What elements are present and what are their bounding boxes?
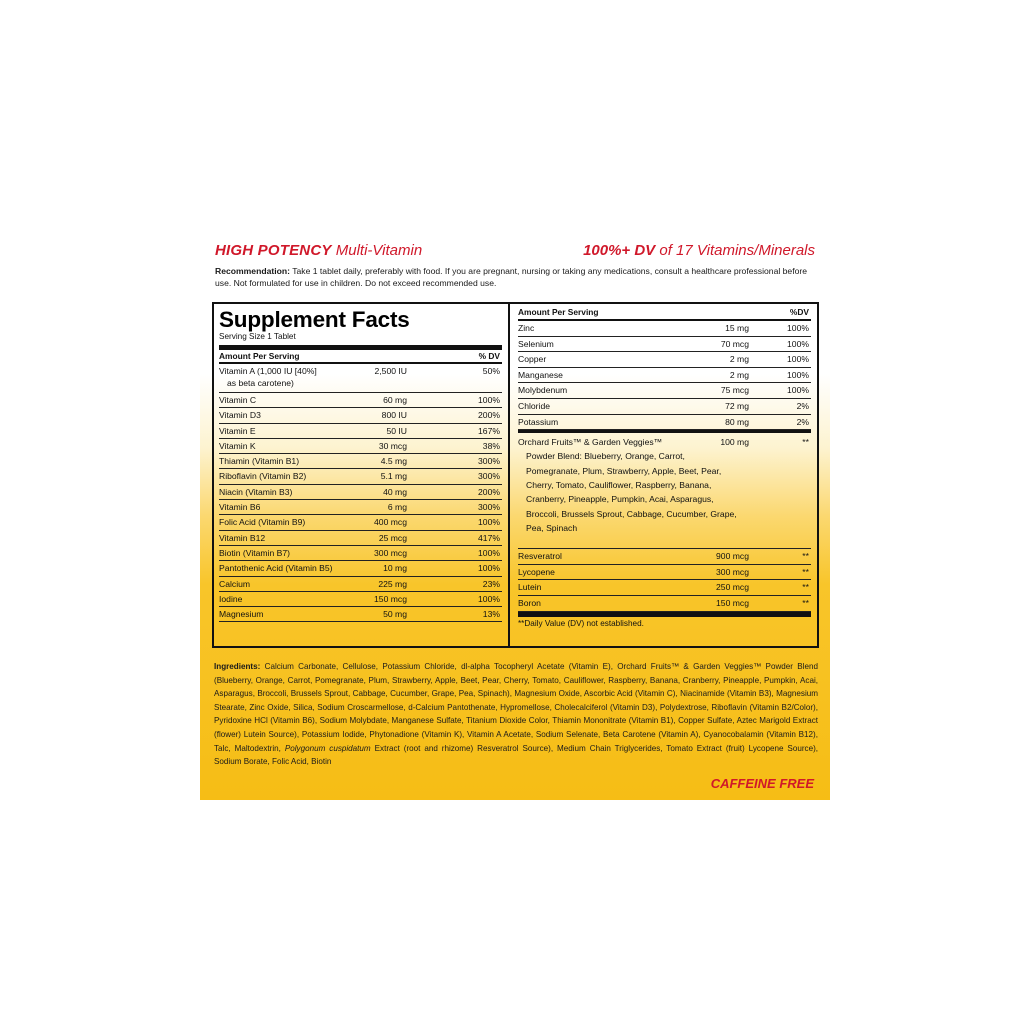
nutrient-dv: 300% bbox=[478, 502, 500, 513]
extra-nutrient-list bbox=[518, 549, 811, 611]
nutrient-row bbox=[219, 424, 502, 439]
mineral-dv: 2% bbox=[796, 400, 809, 411]
left-nutrient-list bbox=[219, 364, 502, 622]
nutrient-dv: 100% bbox=[478, 547, 500, 558]
recommendation-text bbox=[215, 266, 815, 289]
nutrient-amount: 400 mcg bbox=[374, 517, 407, 528]
nutrient-amount: 300 mcg bbox=[374, 547, 407, 558]
nutrient-dv: 200% bbox=[478, 486, 500, 497]
supplement-label-panel bbox=[200, 232, 830, 800]
nutrient-row bbox=[219, 561, 502, 576]
extra-nutrient-dv: ** bbox=[802, 582, 809, 593]
mineral-list bbox=[518, 321, 811, 430]
extra-nutrient-row bbox=[518, 565, 811, 581]
mineral-name: Potassium bbox=[518, 416, 559, 427]
potency-heading-rest: Multi-Vitamin bbox=[335, 242, 423, 259]
headline bbox=[215, 242, 815, 262]
powder-blend-row bbox=[518, 430, 811, 549]
nutrient-name: Niacin (Vitamin B3) bbox=[219, 486, 293, 497]
facts-left-column bbox=[214, 304, 510, 646]
mineral-row bbox=[518, 368, 811, 384]
nutrient-dv: 300% bbox=[478, 456, 500, 467]
nutrient-name: Vitamin C bbox=[219, 395, 257, 405]
nutrient-name: Riboflavin (Vitamin B2) bbox=[219, 471, 307, 482]
mineral-name: Molybdenum bbox=[518, 385, 568, 396]
extra-nutrient-amount: 150 mcg bbox=[716, 597, 749, 608]
extra-nutrient-row bbox=[518, 580, 811, 596]
nutrient-amount: 225 mg bbox=[378, 578, 407, 589]
facts-title: Supplement Facts bbox=[219, 307, 410, 332]
mineral-row bbox=[518, 383, 811, 399]
mineral-amount: 70 mcg bbox=[720, 338, 749, 349]
nutrient-dv: 300% bbox=[478, 471, 500, 482]
nutrient-name: Biotin (Vitamin B7) bbox=[219, 547, 291, 558]
ingredients-text bbox=[214, 660, 818, 769]
extra-nutrient-dv: ** bbox=[802, 566, 809, 577]
extra-nutrient-name: Lycopene bbox=[518, 566, 555, 577]
nutrient-row bbox=[219, 577, 502, 592]
mineral-amount: 75 mcg bbox=[720, 385, 749, 396]
nutrient-dv: 167% bbox=[478, 425, 500, 436]
blend-description: Powder Blend: Blueberry, Orange, Carrot, Pomegranate, Plum, Strawberry, Apple, Beet, Pear, Cherry, Tomato, Cauliflower, Raspberry, Banana, Cranberry, Pineapple, Pumpkin, Acai, Asparagus, Broccoli, Brussels Sprout, Cabbage, Cucumber, Grape, Pea, Spinach bbox=[526, 451, 737, 534]
blend-dv: ** bbox=[802, 437, 809, 448]
nutrient-dv: 200% bbox=[478, 410, 500, 421]
dv-claim-bold: 100%+ DV bbox=[583, 242, 656, 259]
nutrient-amount: 5.1 mg bbox=[380, 471, 407, 482]
nutrient-name: Iodine bbox=[219, 593, 243, 604]
mineral-dv: 100% bbox=[787, 369, 809, 380]
mineral-row bbox=[518, 415, 811, 431]
extra-nutrient-name: Resveratrol bbox=[518, 551, 562, 562]
serving-size: Serving Size 1 Tablet bbox=[219, 331, 502, 350]
extra-nutrient-name: Boron bbox=[518, 597, 541, 608]
mineral-dv: 100% bbox=[787, 338, 809, 349]
extra-nutrient-row bbox=[518, 549, 811, 565]
left-column-header bbox=[219, 350, 502, 364]
nutrient-row bbox=[219, 454, 502, 469]
nutrient-dv: 100% bbox=[478, 517, 500, 528]
nutrient-row bbox=[219, 531, 502, 546]
nutrient-amount: 25 mcg bbox=[378, 532, 407, 543]
nutrient-row bbox=[219, 515, 502, 530]
mineral-amount: 80 mg bbox=[725, 416, 749, 427]
nutrient-amount: 50 IU bbox=[386, 425, 407, 436]
nutrient-row bbox=[219, 393, 502, 408]
nutrient-name: Vitamin B12 bbox=[219, 532, 266, 543]
nutrient-name: Pantothenic Acid (Vitamin B5) bbox=[219, 563, 333, 574]
mineral-name: Manganese bbox=[518, 369, 563, 380]
mineral-dv: 100% bbox=[787, 354, 809, 365]
recommendation-label: Recommendation: bbox=[215, 266, 290, 276]
dv-claim bbox=[583, 242, 815, 259]
mineral-name: Zinc bbox=[518, 323, 535, 333]
nutrient-row bbox=[219, 500, 502, 515]
mineral-row bbox=[518, 321, 811, 337]
potency-heading-bold: HIGH POTENCY bbox=[215, 242, 332, 259]
nutrient-name: Vitamin E bbox=[219, 425, 256, 436]
nutrient-amount: 60 mg bbox=[383, 395, 407, 405]
nutrient-name: Folic Acid (Vitamin B9) bbox=[219, 517, 306, 528]
nutrient-row bbox=[219, 607, 502, 622]
nutrient-row bbox=[219, 364, 502, 393]
extra-nutrient-dv: ** bbox=[802, 551, 809, 562]
ingredients-body-b: Extract (root and rhizome) Resveratrol Source), Medium Chain Triglycerides, Tomato Extract (fruit) Lycopene Source), Sodium Borate, Folic Acid, Biotin bbox=[214, 743, 819, 767]
nutrient-name-cont: as beta carotene) bbox=[227, 378, 294, 388]
nutrient-row bbox=[219, 592, 502, 607]
mineral-dv: 2% bbox=[796, 416, 809, 427]
nutrient-name: Magnesium bbox=[219, 609, 264, 620]
nutrient-row bbox=[219, 546, 502, 561]
nutrient-name: Vitamin A (1,000 IU [40%] bbox=[219, 366, 317, 376]
extra-nutrient-amount: 300 mcg bbox=[716, 566, 749, 577]
nutrient-amount: 10 mg bbox=[383, 563, 407, 574]
nutrient-amount: 4.5 mg bbox=[380, 456, 407, 467]
recommendation-body: Take 1 tablet daily, preferably with food. If you are pregnant, nursing or taking any medications, consult a healthcare professional before use. Not formulated for use in children. Do not exceed recommended use. bbox=[215, 266, 808, 288]
dv-claim-rest: of 17 Vitamins/Minerals bbox=[659, 242, 815, 259]
mineral-name: Copper bbox=[518, 354, 547, 365]
nutrient-dv: 100% bbox=[478, 593, 500, 604]
mineral-amount: 15 mg bbox=[725, 323, 749, 333]
mineral-amount: 2 mg bbox=[729, 354, 749, 365]
nutrient-name: Thiamin (Vitamin B1) bbox=[219, 456, 300, 467]
ingredients-body-a: Calcium Carbonate, Cellulose, Potassium Chloride, dl-alpha Tocopheryl Acetate (Vitamin E), Orchard Fruits™ & Garden Veggies™ Powder Blend (Blueberry, Orange, Carrot, Pomegranate, Plum, Strawberry, Apple, Beet, Pear, Cherry, Tomato, Cauliflower, Raspberry, Banana, Cranberry, Pineapple, Pumpkin, Acai, Asparagus, Broccoli, Brussels Sprout, Cabbage, Cucumber, Grape, Pea, Spinach), Magnesium Oxide, Ascorbic Acid (Vitamin C), Niacinamide (Vitamin B3), Magnesium Stearate, Zinc Oxide, Silica, Sodium Croscarmellose, d-Calcium Pantothenate, Hypromellose, Cholecalciferol (Vitamin D3), Polydextrose, Riboflavin (Vitamin B2/Color), Pyridoxine HCl (Vitamin B6), Sodium Molybdate, Manganese Sulfate, Titanium Dioxide Color, Thiamin Mononitrate (Vitamin B1), Copper Sulfate, Aztec Marigold Extract (flower) Lutein Source), Potassium Iodide, Phytonadione (Vitamin K), Vitamin A Acetate, Sodium Selenate, Beta Carotene (Vitamin A), Cyanocobalamin (Vitamin B12), Talc, Maltodextrin, bbox=[214, 662, 818, 753]
nutrient-dv: 38% bbox=[482, 440, 500, 451]
potency-heading bbox=[215, 242, 422, 259]
facts-right-column bbox=[512, 304, 817, 646]
ingredients-italic: Polygonum cuspidatum bbox=[284, 743, 371, 753]
nutrient-amount: 40 mg bbox=[383, 486, 407, 497]
nutrient-dv: 100% bbox=[478, 563, 500, 574]
amount-per-serving-label: Amount Per Serving bbox=[219, 351, 300, 361]
extra-nutrient-amount: 250 mcg bbox=[716, 582, 749, 593]
nutrient-dv: 23% bbox=[482, 578, 500, 589]
nutrient-amount: 6 mg bbox=[387, 502, 407, 513]
nutrient-dv: 13% bbox=[482, 609, 500, 620]
extra-nutrient-amount: 900 mcg bbox=[716, 551, 749, 562]
right-dv-label: %DV bbox=[789, 307, 809, 317]
mineral-name: Chloride bbox=[518, 400, 551, 411]
extra-nutrient-name: Lutein bbox=[518, 582, 542, 593]
nutrient-name: Vitamin B6 bbox=[219, 502, 261, 513]
caffeine-free-badge: CAFFEINE FREE bbox=[710, 776, 814, 791]
ingredients-label: Ingredients: bbox=[214, 662, 261, 671]
right-amount-per-serving-label: Amount Per Serving bbox=[518, 307, 599, 317]
nutrient-dv: 50% bbox=[482, 366, 500, 376]
mineral-name: Selenium bbox=[518, 338, 554, 349]
dv-footnote: **Daily Value (DV) not established. bbox=[518, 612, 811, 630]
extra-nutrient-dv: ** bbox=[802, 597, 809, 608]
nutrient-row bbox=[219, 408, 502, 423]
nutrient-dv: 417% bbox=[478, 532, 500, 543]
mineral-row bbox=[518, 399, 811, 415]
blend-name: Orchard Fruits™ & Garden Veggies™ bbox=[518, 437, 663, 448]
supplement-facts-box bbox=[212, 302, 819, 648]
dv-label: % DV bbox=[478, 351, 500, 361]
nutrient-amount: 30 mcg bbox=[378, 440, 407, 451]
nutrient-amount: 800 IU bbox=[381, 410, 407, 421]
mineral-dv: 100% bbox=[787, 323, 809, 333]
nutrient-name: Vitamin D3 bbox=[219, 410, 261, 421]
nutrient-name: Vitamin K bbox=[219, 440, 256, 451]
right-column-header bbox=[518, 306, 811, 321]
nutrient-amount: 50 mg bbox=[383, 609, 407, 620]
blend-amount: 100 mg bbox=[720, 437, 749, 448]
extra-nutrient-row bbox=[518, 596, 811, 612]
nutrient-row bbox=[219, 439, 502, 454]
mineral-amount: 2 mg bbox=[729, 369, 749, 380]
mineral-dv: 100% bbox=[787, 385, 809, 396]
nutrient-row bbox=[219, 469, 502, 484]
mineral-row bbox=[518, 352, 811, 368]
nutrient-name: Calcium bbox=[219, 578, 251, 589]
mineral-row bbox=[518, 337, 811, 353]
nutrient-amount: 150 mcg bbox=[374, 593, 407, 604]
mineral-amount: 72 mg bbox=[725, 400, 749, 411]
nutrient-row bbox=[219, 485, 502, 500]
nutrient-amount: 2,500 IU bbox=[374, 366, 407, 376]
nutrient-dv: 100% bbox=[478, 395, 500, 405]
